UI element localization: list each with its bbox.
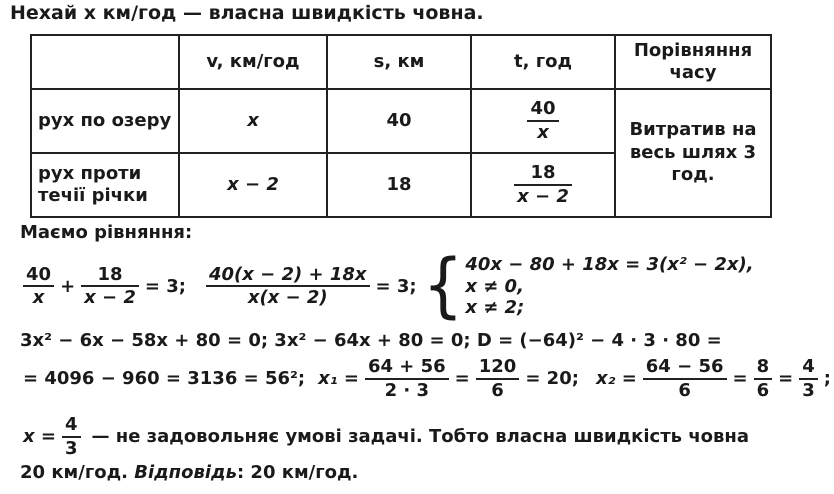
row-label-lake: рух по озеру [31,89,179,153]
fraction [754,356,773,401]
fraction-denominator: x [537,122,549,143]
intro-text: Нехай x км/год — власна швидкість човна. [10,2,484,24]
conclusion-line-2 [20,462,358,483]
header-speed: v, км/год [179,35,327,89]
fraction-numerator: 4 [62,414,81,438]
system-line: x ≠ 2; [465,297,525,319]
cell-t-river [471,153,615,217]
cell-t-lake [471,89,615,153]
fraction-denominator: x − 2 [517,186,569,207]
fraction-denominator: 3 [802,379,815,401]
answer-label: Відповідь [134,462,237,483]
system-line: 40x − 80 + 18x = 3(x² − 2x), [465,254,754,275]
equation-rhs: = 3; [144,275,186,297]
answer-text: : 20 км/год. [236,462,359,483]
fraction [527,98,558,143]
fraction-numerator: 18 [81,264,139,288]
conclusion-line2-start: 20 км/год. [20,462,128,483]
fraction [62,414,81,459]
fraction [514,162,572,207]
fraction [365,356,449,401]
equation-rhs-2: = 3; [375,275,417,297]
fraction-numerator: 64 − 56 [643,356,727,380]
fraction [81,264,139,309]
fraction [476,356,520,401]
header-time: t, год [471,35,615,89]
fraction-denominator: x(x − 2) [247,287,328,309]
fraction-denominator: 3 [64,437,78,459]
data-table [30,34,772,218]
fraction-denominator: 6 [756,379,770,401]
fraction-numerator: 40(x − 2) + 18x [206,264,370,288]
header-distance: s, км [327,35,471,89]
conclusion-x-label: x = [23,426,56,448]
equation-line-1 [20,245,757,327]
fraction-numerator: 64 + 56 [365,356,449,380]
fraction-numerator: 18 [514,162,572,186]
fraction [23,264,54,309]
cell-s-river: 18 [327,153,471,217]
x1-label: x₁ = [318,368,359,390]
brace-icon: { [422,245,464,327]
table-header-row [31,35,771,89]
equation-line-2: 3x² − 6x − 58x + 80 = 0; 3x² − 64x + 80 = 0; D = (−64)² − 4 · 3 · 80 = [20,330,722,351]
fraction [643,356,727,401]
cell-s-lake: 40 [327,89,471,153]
header-empty [31,35,179,89]
plus-sign: + [60,275,76,297]
cell-comparison: Витратив на весь шлях 3 год. [615,89,771,217]
fraction-denominator: 6 [678,379,691,401]
row-label-river: рух проти течії річки [31,153,179,217]
x2-label: x₂ = [595,368,637,390]
fraction-numerator: 4 [799,356,818,380]
fraction-denominator: 6 [491,379,504,401]
table-row [31,89,771,153]
fraction-denominator: x [32,287,45,309]
equation-heading: Маємо рівняння: [20,222,193,243]
system-line: x ≠ 0, [465,275,524,297]
line3-start: = 4096 − 960 = 3136 = 56²; [23,368,306,390]
fraction-numerator: 8 [754,356,773,380]
equation-line-3: = 4096 − 960 = 3136 = 56²; x₁ = $\frac{64 + 56}{2 \cdot 3}$ = $\frac{120}{6}$ = 20; x₂ = $\frac{64 - 56}{6}$ = $\frac{8}{6}$ = $\frac{4}{3}$ ; [23,356,831,401]
fraction [799,356,818,401]
fraction-denominator: 2 · 3 [384,379,429,401]
conclusion-text: — не задовольняє умові задачі. Тобто власна швидкість човна [91,426,750,448]
fraction-denominator: x − 2 [84,287,136,309]
cell-v-lake: x [179,89,327,153]
conclusion-line-1 [20,414,752,459]
fraction-numerator: 40 [23,264,54,288]
fraction [206,264,370,309]
fraction-numerator: 120 [476,356,520,380]
fraction-numerator: 40 [527,98,558,122]
system-lines [465,254,753,319]
x1-result: = 20; [525,368,579,390]
header-comparison: Порівняння часу [615,35,771,89]
equation-system [422,245,754,327]
cell-v-river: x − 2 [179,153,327,217]
